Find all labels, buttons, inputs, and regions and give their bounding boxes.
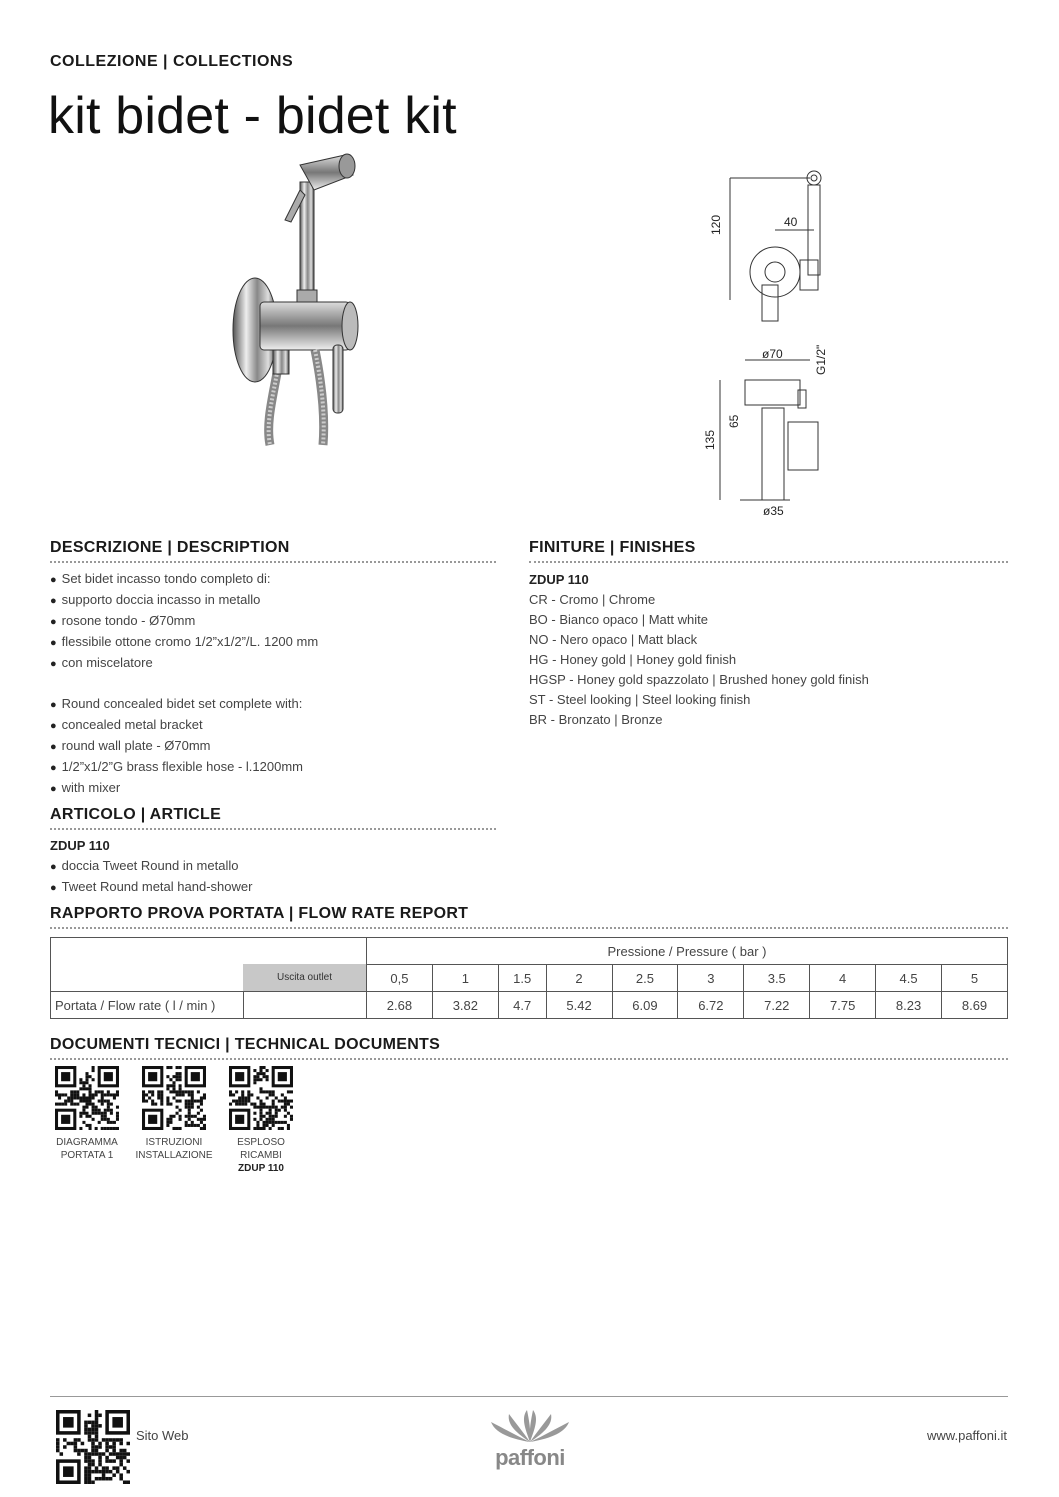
pressure-cell: 0,5	[367, 965, 433, 992]
article-code: ZDUP 110	[50, 838, 110, 853]
description-item: ● 1/2”x1/2”G brass flexible hose - l.1200mm	[50, 759, 303, 774]
pressure-cell: 5	[942, 965, 1008, 992]
pressure-cell: 3.5	[744, 965, 810, 992]
logo-wordmark: paffoni	[495, 1445, 565, 1470]
rate-cell: 6.09	[612, 992, 678, 1019]
description-list	[50, 569, 318, 799]
dim-40: 40	[784, 215, 798, 229]
dim-135: 135	[703, 429, 717, 450]
qr-code-icon[interactable]	[56, 1410, 130, 1484]
rate-cell: 3.82	[432, 992, 498, 1019]
footer-url[interactable]: www.paffoni.it	[927, 1428, 1007, 1443]
description-divider	[50, 561, 496, 563]
outlet-label: Uscita outlet	[243, 964, 366, 991]
dim-g12: G1/2"	[814, 344, 828, 375]
footer-web-label: Sito Web	[136, 1428, 189, 1443]
dim-phi35: ø35	[763, 504, 784, 518]
rate-cell: 4.7	[498, 992, 546, 1019]
pressure-cell: 1	[432, 965, 498, 992]
description-item: ● rosone tondo - Ø70mm	[50, 613, 196, 628]
finish-item: HGSP - Honey gold spazzolato | Brushed honey gold finish	[529, 672, 869, 687]
finishes-list	[529, 570, 869, 730]
page-title: kit bidet - bidet kit	[48, 87, 457, 145]
pressure-cell: 3	[678, 965, 744, 992]
pressure-cell: 2.5	[612, 965, 678, 992]
description-item: ● Round concealed bidet set complete with:	[50, 696, 303, 711]
description-item: ● concealed metal bracket	[50, 717, 203, 732]
article-item: ● Tweet Round metal hand-shower	[50, 879, 253, 894]
finish-item: CR - Cromo | Chrome	[529, 592, 656, 607]
rate-cell: 8.23	[876, 992, 942, 1019]
article-heading: ARTICOLO | ARTICLE	[50, 806, 222, 823]
pressure-cell: 1.5	[498, 965, 546, 992]
description-item: ● con miscelatore	[50, 655, 153, 670]
article-list	[50, 836, 252, 898]
qr-code-icon[interactable]	[229, 1066, 293, 1130]
pressure-cell: 2	[546, 965, 612, 992]
technical-drawing	[700, 160, 840, 520]
flow-rate-table	[50, 937, 1008, 1019]
rate-cell: 5.42	[546, 992, 612, 1019]
description-item: ● with mixer	[50, 780, 121, 795]
rate-cell: 8.69	[942, 992, 1008, 1019]
flow-heading: RAPPORTO PROVA PORTATA | FLOW RATE REPORT	[50, 905, 469, 922]
doc-flow-diagram[interactable]: DIAGRAMMA PORTATA 1	[47, 1066, 127, 1162]
dim-120: 120	[709, 214, 723, 235]
qr-code-icon[interactable]	[55, 1066, 119, 1130]
description-item: ● supporto doccia incasso in metallo	[50, 592, 261, 607]
description-item: ● round wall plate - Ø70mm	[50, 738, 211, 753]
description-item: ● Set bidet incasso tondo completo di:	[50, 571, 271, 586]
pressure-label: Pressione / Pressure ( bar )	[367, 938, 1008, 965]
dim-65: 65	[727, 414, 741, 428]
rate-cell: 7.75	[810, 992, 876, 1019]
product-photo	[205, 150, 375, 450]
documents-divider	[50, 1058, 1008, 1060]
qr-code-icon[interactable]	[142, 1066, 206, 1130]
doc-installation[interactable]: ISTRUZIONI INSTALLAZIONE	[134, 1066, 214, 1162]
documents-heading: DOCUMENTI TECNICI | TECHNICAL DOCUMENTS	[50, 1036, 441, 1053]
article-divider	[50, 828, 496, 830]
flow-divider	[50, 927, 1008, 929]
finish-item: HG - Honey gold | Honey gold finish	[529, 652, 737, 667]
flow-outlet-cell	[243, 992, 366, 1019]
pressure-cell: 4	[810, 965, 876, 992]
finish-item: BO - Bianco opaco | Matt white	[529, 612, 708, 627]
rate-cell: 7.22	[744, 992, 810, 1019]
rate-cell: 2.68	[367, 992, 433, 1019]
description-heading: DESCRIZIONE | DESCRIPTION	[50, 539, 290, 556]
finish-item: ST - Steel looking | Steel looking finish	[529, 692, 751, 707]
finish-item: BR - Bronzato | Bronze	[529, 712, 663, 727]
doc-spare-parts[interactable]: ESPLOSO RICAMBI ZDUP 110	[221, 1066, 301, 1175]
pressure-cell: 4.5	[876, 965, 942, 992]
description-item: ● flessibile ottone cromo 1/2”x1/2”/L. 1200 mm	[50, 634, 319, 649]
finish-item: NO - Nero opaco | Matt black	[529, 632, 698, 647]
flow-row-label: Portata / Flow rate ( l / min )	[51, 992, 244, 1019]
footer-divider	[50, 1396, 1008, 1397]
finishes-divider	[529, 561, 1008, 563]
paffoni-logo	[480, 1408, 580, 1472]
collection-kicker: COLLEZIONE | COLLECTIONS	[50, 53, 294, 70]
dim-phi70: ø70	[762, 347, 783, 361]
logo-icon	[485, 1408, 575, 1444]
rate-cell: 6.72	[678, 992, 744, 1019]
finishes-code: ZDUP 110	[529, 572, 589, 587]
article-item: ● doccia Tweet Round in metallo	[50, 858, 239, 873]
finishes-heading: FINITURE | FINISHES	[529, 539, 696, 556]
